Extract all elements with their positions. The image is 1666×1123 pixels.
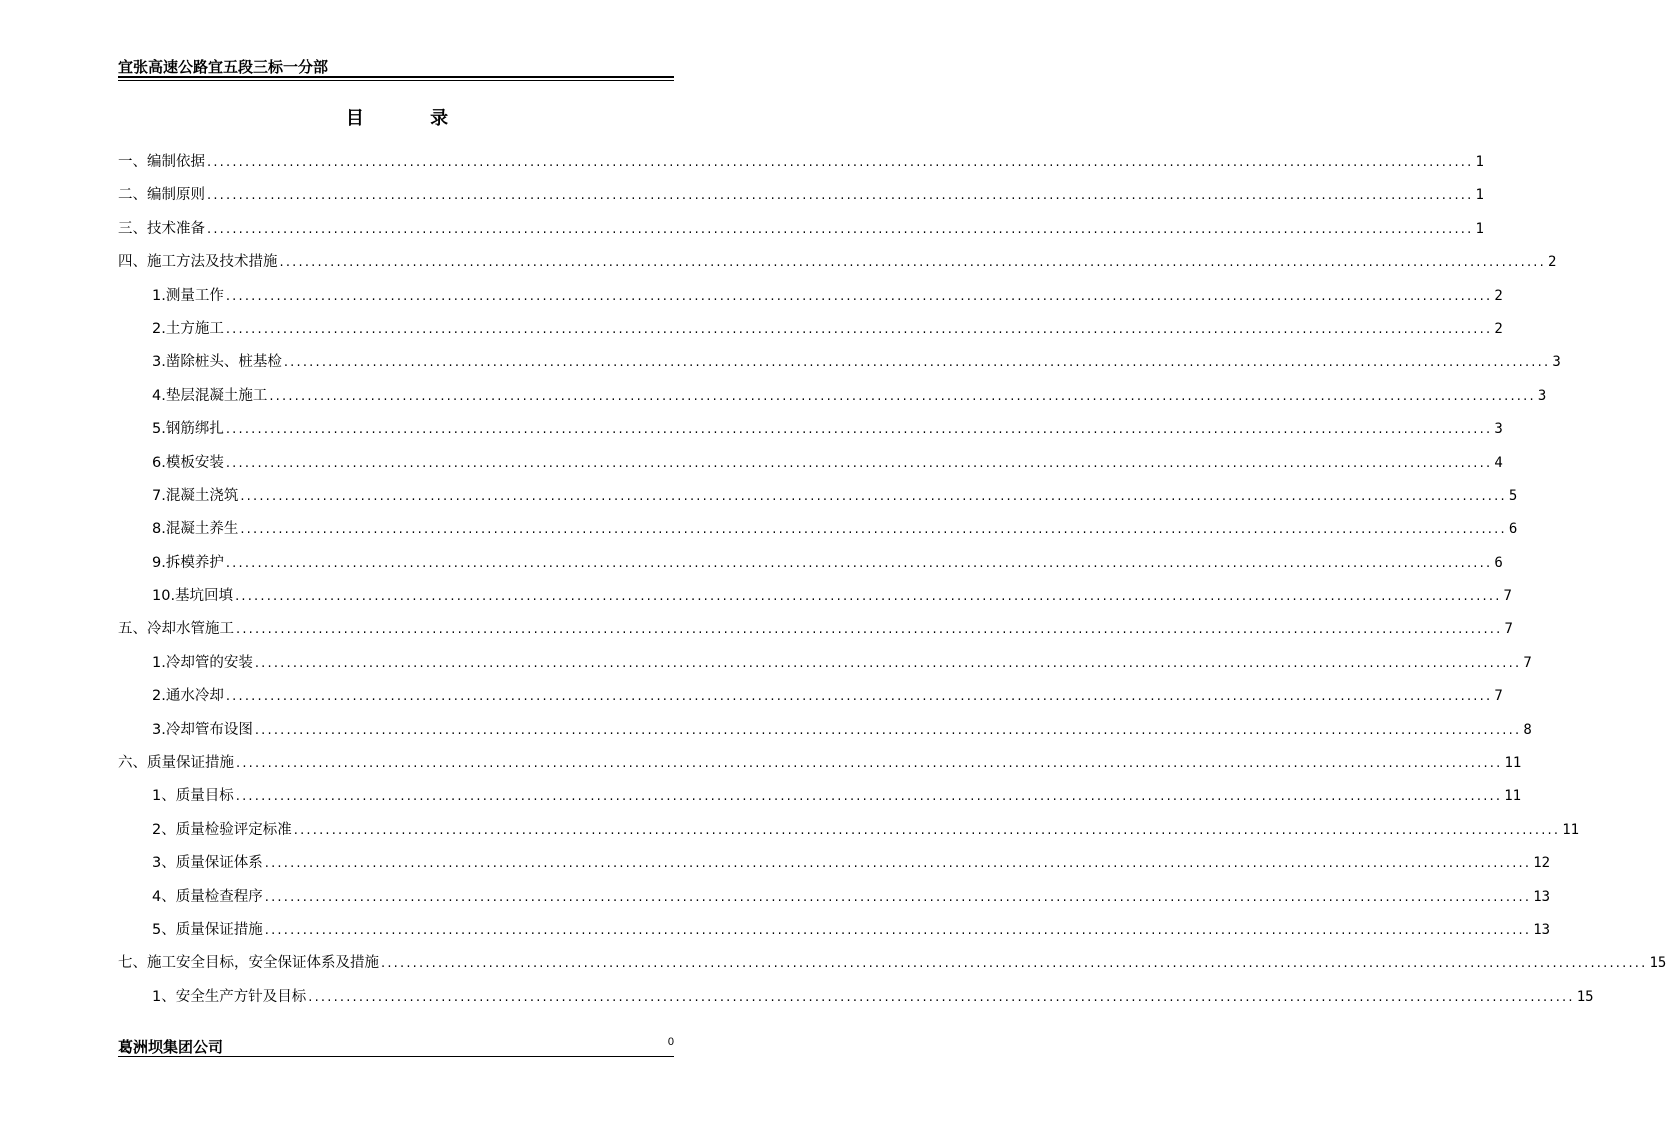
toc-entry-label: 9.拆模养护 <box>152 554 224 571</box>
toc-entry-label: 8.混凝土养生 <box>152 521 239 538</box>
header-rule-thin <box>118 80 674 81</box>
toc-entry-label: 2.通水冷却 <box>152 688 224 705</box>
toc-entry[interactable] <box>118 782 1522 815</box>
toc-dot-leader: ........................................................................................................................................................................................................ <box>236 622 1503 638</box>
toc-entry-page: 11 <box>1562 821 1580 838</box>
toc-entry[interactable] <box>118 849 1551 882</box>
footer-company: 葛洲坝集团公司 <box>118 1038 224 1056</box>
toc-entry-page: 2 <box>1547 254 1557 271</box>
toc-entry-label: 3、质量保证体系 <box>152 855 263 872</box>
toc-dot-leader: ........................................................................................................................................................................................................ <box>235 589 1502 605</box>
page-header <box>118 58 674 78</box>
toc-entry[interactable] <box>118 615 1513 648</box>
toc-entry-page: 5 <box>1508 487 1518 504</box>
toc-dot-leader: ........................................................................................................................................................................................................ <box>225 455 1493 471</box>
toc-dot-leader: ........................................................................................................................................................................................................ <box>254 722 1522 738</box>
page-footer <box>118 1038 674 1058</box>
toc-entry-page: 7 <box>1504 621 1513 638</box>
toc-dot-leader: ........................................................................................................................................................................................................ <box>264 856 1532 872</box>
toc-dot-leader: ........................................................................................................................................................................................................ <box>254 655 1522 671</box>
toc-entry-page: 1 <box>1475 154 1484 170</box>
toc-dot-leader: ........................................................................................................................................................................................................ <box>225 689 1493 705</box>
toc-entry[interactable] <box>118 181 1484 214</box>
toc-entry-page: 3 <box>1552 354 1561 371</box>
toc-entry-page: 8 <box>1523 721 1532 738</box>
toc-entry-label: 六、质量保证措施 <box>118 755 234 772</box>
toc-dot-leader: ........................................................................................................................................................................................................ <box>264 922 1532 938</box>
toc-dot-leader: ........................................................................................................................................................................................................ <box>225 321 1493 337</box>
toc-dot-leader: ........................................................................................................................................................................................................ <box>381 956 1648 972</box>
toc-entry[interactable] <box>118 716 1532 749</box>
toc-entry-label: 1.冷却管的安装 <box>152 654 253 671</box>
toc-entry-label: 五、冷却水管施工 <box>118 621 234 638</box>
toc-entry-page: 15 <box>1649 955 1666 972</box>
toc-dot-leader: ........................................................................................................................................................................................................ <box>207 188 1474 204</box>
toc-entry[interactable] <box>118 816 1580 849</box>
toc-dot-leader: ........................................................................................................................................................................................................ <box>279 255 1546 271</box>
toc-entry[interactable] <box>118 983 1594 1016</box>
toc-entry[interactable] <box>118 282 1503 315</box>
toc-entry-page: 2 <box>1494 320 1503 337</box>
toc-entry-label: 2.土方施工 <box>152 320 224 337</box>
toc-entry-page: 15 <box>1576 988 1594 1005</box>
toc-entry[interactable] <box>118 682 1503 715</box>
toc-entry-page: 6 <box>1494 554 1503 571</box>
toc-entry-page: 7 <box>1494 688 1503 705</box>
toc-entry[interactable] <box>118 649 1532 682</box>
toc-entry[interactable] <box>118 749 1522 782</box>
toc-entry[interactable] <box>118 549 1503 582</box>
toc-entry[interactable] <box>118 215 1484 248</box>
toc-dot-leader: ........................................................................................................................................................................................................ <box>264 889 1532 905</box>
toc-dot-leader: ........................................................................................................................................................................................................ <box>207 221 1474 237</box>
toc-entry-label: 四、施工方法及技术措施 <box>118 254 278 271</box>
toc-entry-label: 4.垫层混凝土施工 <box>152 387 268 404</box>
toc-entry[interactable] <box>118 382 1547 415</box>
toc-entry-page: 13 <box>1533 921 1551 938</box>
toc-entry[interactable] <box>118 248 1557 281</box>
table-of-contents <box>118 148 1666 1016</box>
toc-entry[interactable] <box>118 916 1551 949</box>
toc-dot-leader: ........................................................................................................................................................................................................ <box>225 555 1493 571</box>
toc-entry[interactable] <box>118 449 1503 482</box>
toc-entry-label: 七、施工安全目标，安全保证体系及措施 <box>118 955 379 972</box>
toc-dot-leader: ........................................................................................................................................................................................................ <box>225 288 1493 304</box>
toc-entry-page: 7 <box>1523 654 1532 671</box>
toc-entry[interactable] <box>118 515 1518 548</box>
toc-entry-label: 三、技术准备 <box>118 220 205 237</box>
toc-entry-page: 3 <box>1537 387 1547 404</box>
toc-entry-label: 4、质量检查程序 <box>152 888 263 905</box>
toc-entry[interactable] <box>118 582 1512 615</box>
toc-dot-leader: ........................................................................................................................................................................................................ <box>308 989 1575 1005</box>
toc-entry-page: 2 <box>1494 287 1503 304</box>
toc-entry-page: 3 <box>1494 421 1503 438</box>
toc-dot-leader: ........................................................................................................................................................................................................ <box>240 488 1507 504</box>
toc-entry-label: 1、质量目标 <box>152 788 234 805</box>
toc-dot-leader: ........................................................................................................................................................................................................ <box>207 155 1474 170</box>
toc-entry[interactable] <box>118 315 1503 348</box>
toc-entry-label: 10.基坑回填 <box>152 588 234 605</box>
toc-dot-leader: ........................................................................................................................................................................................................ <box>235 789 1503 805</box>
toc-entry-page: 6 <box>1508 521 1518 538</box>
toc-entry-page: 4 <box>1494 454 1503 471</box>
toc-entry-label: 二、编制原则 <box>118 187 205 204</box>
toc-entry-label: 3.凿除桩头、桩基检 <box>152 354 282 371</box>
toc-entry-label: 5.钢筋绑扎 <box>152 421 224 438</box>
toc-entry-page: 12 <box>1533 855 1551 872</box>
header-title: 宜张高速公路宜五段三标一分部 <box>118 58 329 76</box>
toc-dot-leader: ........................................................................................................................................................................................................ <box>236 756 1503 772</box>
toc-dot-leader: ........................................................................................................................................................................................................ <box>293 822 1561 838</box>
toc-entry-label: 一、编制依据 <box>118 154 205 170</box>
toc-entry-label: 1、安全生产方针及目标 <box>152 988 307 1005</box>
toc-entry-label: 2、质量检验评定标准 <box>152 821 292 838</box>
toc-entry-page: 11 <box>1504 788 1522 805</box>
toc-entry-label: 3.冷却管布设图 <box>152 721 253 738</box>
toc-entry[interactable] <box>118 883 1551 916</box>
toc-entry-page: 11 <box>1504 755 1522 772</box>
toc-dot-leader: ........................................................................................................................................................................................................ <box>269 388 1536 404</box>
toc-entry[interactable] <box>118 148 1484 181</box>
toc-entry[interactable] <box>118 415 1503 448</box>
header-rule <box>118 76 674 78</box>
toc-dot-leader: ........................................................................................................................................................................................................ <box>225 422 1493 438</box>
toc-entry-label: 7.混凝土浇筑 <box>152 487 239 504</box>
toc-entry-page: 1 <box>1475 187 1484 204</box>
footer-rule <box>118 1056 674 1057</box>
toc-entry-page: 7 <box>1503 588 1512 605</box>
toc-dot-leader: ........................................................................................................................................................................................................ <box>240 522 1507 538</box>
toc-entry-label: 1.测量工作 <box>152 287 224 304</box>
footer-page-number: 0 <box>667 1036 674 1048</box>
toc-entry-label: 6.模板安装 <box>152 454 224 471</box>
toc-entry[interactable] <box>118 348 1561 381</box>
toc-entry-page: 1 <box>1475 220 1484 237</box>
toc-entry-page: 13 <box>1533 888 1551 905</box>
toc-entry-label: 5、质量保证措施 <box>152 921 263 938</box>
toc-title: 目 录 <box>345 108 479 129</box>
toc-dot-leader: ........................................................................................................................................................................................................ <box>283 355 1551 371</box>
toc-entry[interactable] <box>118 482 1518 515</box>
toc-entry[interactable] <box>118 949 1666 982</box>
